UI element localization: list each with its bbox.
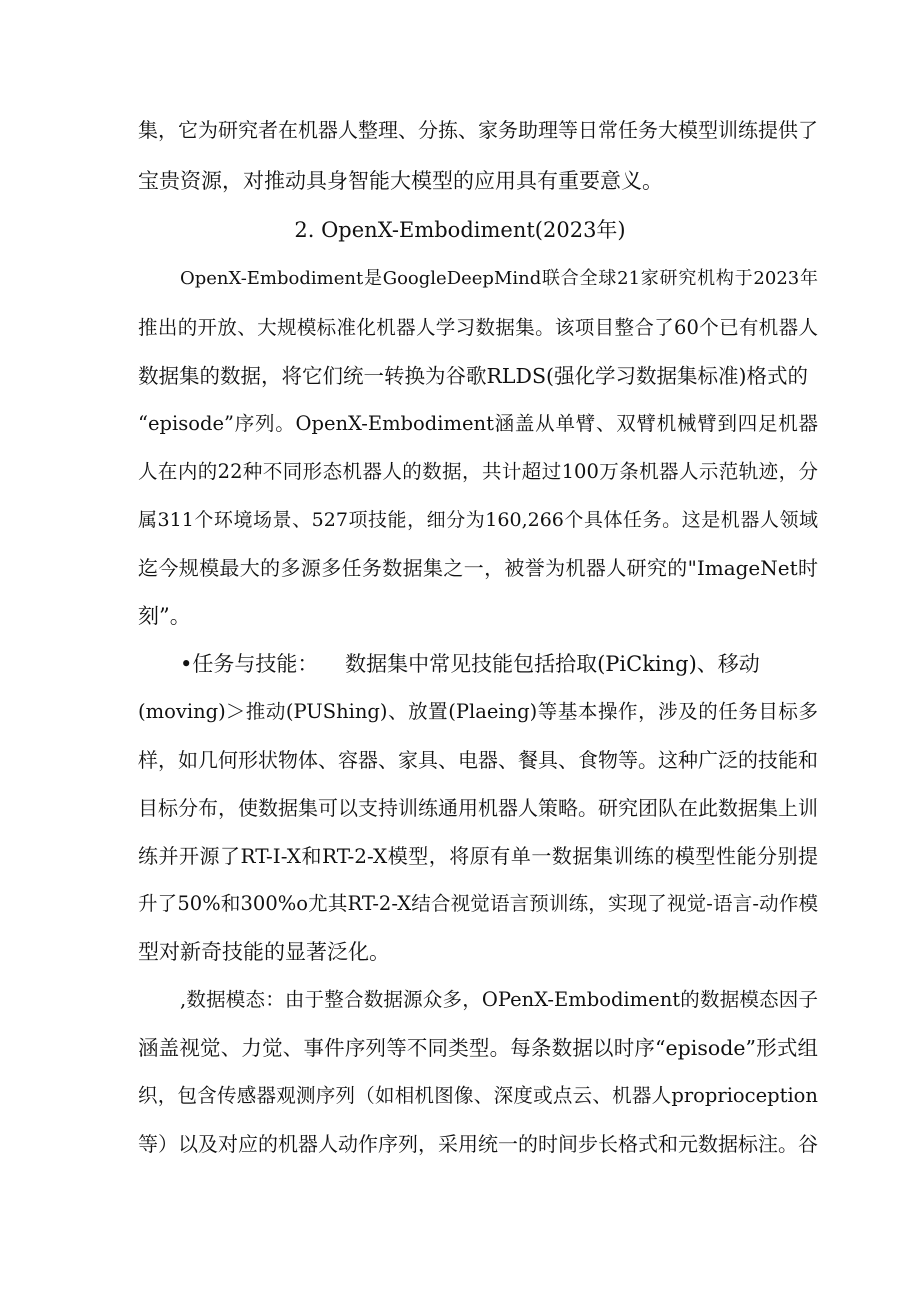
modality-line-3: 织，包含传感器观测序列（如相机图像、深度或点云、机器人proprioception (138, 1084, 818, 1107)
overview-line-7: 迄今规模最大的多源多任务数据集之一，被誉为机器人研究的"ImageNet时 (138, 556, 818, 580)
modality-line-1: ,数据模态：由于整合数据源众多，OPenX-Embodiment的数据模态因子 (180, 988, 818, 1011)
modality-line-4: 等）以及对应的机器人动作序列，采用统一的时间步长格式和元数据标注。谷 (138, 1132, 818, 1156)
section-heading: 2. OpenX-Embodiment(2023年) (294, 218, 626, 242)
overview-line-4: “episode”序列。OpenX-Embodiment涵盖从单臂、双臂机械臂到四足机器 (138, 412, 818, 435)
skills-line-4: 目标分布，使数据集可以支持训练通用机器人策略。研究团队在此数据集上训 (138, 796, 818, 820)
intro-line-2: 宝贵资源，对推动具身智能大模型的应用具有重要意义。 (138, 169, 663, 193)
overview-line-2: 推出的开放、大规模标准化机器人学习数据集。该项目整合了60个已有机器人 (138, 316, 818, 339)
intro-line-1: 集，它为研究者在机器人整理、分拣、家务助理等日常任务大模型训练提供了 (138, 118, 818, 142)
overview-line-5: 人在内的22种不同形态机器人的数据，共计超过100万条机器人示范轨迹，分 (138, 460, 818, 483)
modality-line-2: 涵盖视觉、力觉、事件序列等不同类型。每条数据以时序“episode”形式组 (138, 1036, 818, 1060)
skills-line-3: 样，如几何形状物体、容器、家具、电器、餐具、食物等。这种广泛的技能和 (138, 748, 818, 772)
skills-line-1: •任务与技能： 数据集中常见技能包括拾取(PiCking)、移动 (180, 652, 760, 676)
overview-line-6: 属311个环境场景、527项技能，细分为160,266个具体任务。这是机器人领域 (138, 509, 818, 531)
overview-line-8: 刻”。 (138, 604, 191, 628)
overview-line-1: OpenX-Embodiment是GoogleDeepMind联合全球21家研究机构于2023年 (180, 268, 818, 289)
skills-line-6: 升了50%和300%o尤其RT-2-X结合视觉语言预训练，实现了视觉-语言-动作模 (138, 892, 818, 915)
skills-line-2: (moving)＞推动(PUShing)、放置(Plaeing)等基本操作，涉及的任务目标多 (138, 700, 818, 723)
overview-line-3: 数据集的数据，将它们统一转换为谷歌RLDS(强化学习数据集标准)格式的 (138, 364, 809, 388)
skills-line-7: 型对新奇技能的显著泛化。 (138, 940, 390, 964)
skills-line-5: 练并开源了RT-I-X和RT-2-X模型，将原有单一数据集训练的模型性能分别提 (138, 844, 818, 868)
